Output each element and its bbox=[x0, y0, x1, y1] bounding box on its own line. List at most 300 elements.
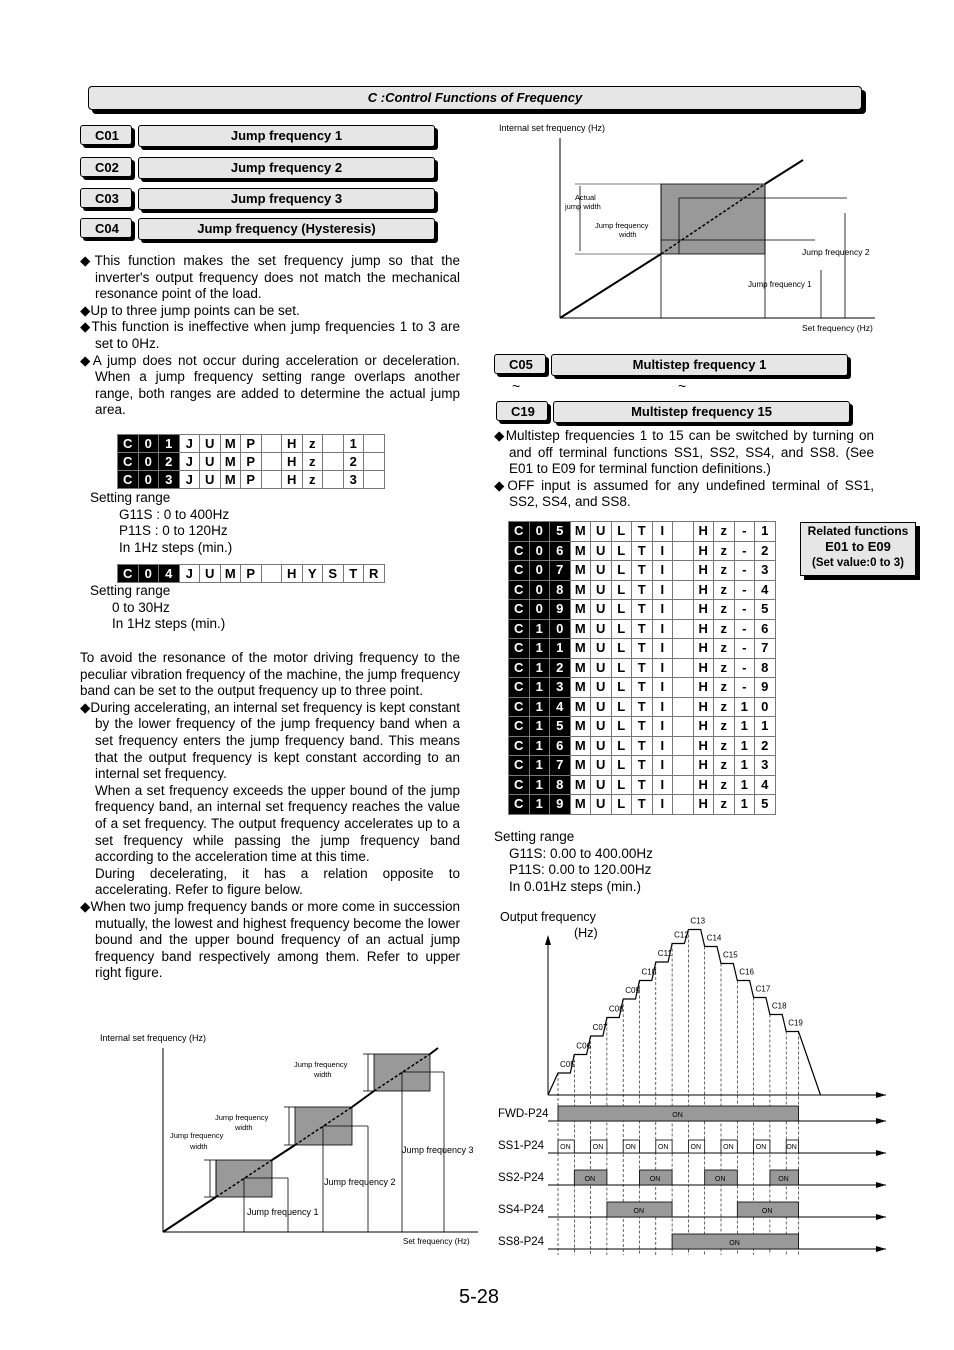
lcd-cell: L bbox=[611, 756, 632, 776]
lcd-cell: C bbox=[118, 435, 139, 453]
lcd-cell: Y bbox=[302, 565, 323, 583]
fig-top-xlabel: Set frequency (Hz) bbox=[802, 323, 873, 333]
lcd-cell: 3 bbox=[159, 471, 180, 489]
lcd-cell: 2 bbox=[755, 736, 776, 756]
range-tilde-left: ~ bbox=[512, 378, 521, 394]
lcd-cell: U bbox=[591, 541, 612, 561]
fig-bottom-ylabel: Internal set frequency (Hz) bbox=[100, 1033, 207, 1043]
signal-on-label: ON bbox=[778, 1176, 789, 1183]
lcd-cell: T bbox=[632, 619, 653, 639]
step-label: C14 bbox=[706, 933, 722, 943]
output-frequency-curve bbox=[548, 930, 821, 1096]
lcd-cell: M bbox=[570, 600, 591, 620]
lcd-cell: I bbox=[652, 678, 673, 698]
signal-on-label: ON bbox=[715, 1176, 726, 1183]
lcd-cell: C bbox=[509, 522, 530, 542]
lcd-cell bbox=[261, 453, 282, 471]
fig-top-jf1: Jump frequency 1 bbox=[748, 280, 812, 289]
lcd-cell: 1 bbox=[159, 435, 180, 453]
lcd-cell: C bbox=[509, 541, 530, 561]
lcd-cell: M bbox=[570, 580, 591, 600]
lcd-row bbox=[509, 561, 776, 581]
lcd-cell: T bbox=[632, 639, 653, 659]
lcd-cell: U bbox=[591, 639, 612, 659]
intro-bullet-4: ◆A jump does not occur during acceleration or deceleration. When a jump frequency setting range overlaps another range, both ranges are added to determine the actual jump area. bbox=[80, 352, 460, 418]
lcd-row bbox=[118, 471, 385, 489]
lcd-cell bbox=[673, 619, 694, 639]
lcd-cell: I bbox=[652, 717, 673, 737]
lcd-cell: 2 bbox=[550, 658, 571, 678]
lcd-cell: C bbox=[509, 580, 530, 600]
lcd-cell: 4 bbox=[755, 580, 776, 600]
lcd-cell: H bbox=[693, 600, 714, 620]
param-name-c05: Multistep frequency 1 bbox=[551, 354, 848, 376]
lcd-cell: 0 bbox=[529, 522, 550, 542]
body-paragraph-1: To avoid the resonance of the motor driving frequency to the peculiar vibration frequency of the machine, the jump frequency band can be set to the output frequency up to three point. bbox=[80, 650, 460, 699]
fig-bottom-jfw3-1: Jump frequency bbox=[294, 1060, 348, 1069]
lcd-cell: 0 bbox=[138, 565, 159, 583]
lcd-cell: - bbox=[734, 580, 755, 600]
step-label: C06 bbox=[576, 1041, 591, 1051]
fig-top-ylabel: Internal set frequency (Hz) bbox=[499, 123, 606, 133]
lcd-cell: C bbox=[509, 678, 530, 698]
fig-top-jfw-1: Jump frequency bbox=[595, 221, 649, 230]
lcd-cell: C bbox=[509, 561, 530, 581]
body-bullet-accel: ◆During accelerating, an internal set frequency is kept constant by the lower frequency of the jump frequency band when a set frequency enters the jump frequency band. This means that the output frequency is kept constant according to an internal set frequency. bbox=[80, 699, 460, 782]
lcd-cell: 4 bbox=[159, 565, 180, 583]
lcd-row bbox=[509, 775, 776, 795]
lcd-row bbox=[509, 717, 776, 737]
lcd-cell bbox=[261, 435, 282, 453]
signal-arrow bbox=[876, 1118, 886, 1124]
fig-top-jf2: Jump frequency 2 bbox=[802, 247, 870, 257]
range-value: 0 to 30Hz bbox=[112, 599, 170, 615]
related-range: E01 to E09 bbox=[825, 539, 891, 554]
lcd-cell: C bbox=[509, 619, 530, 639]
lcd-cell: 1 bbox=[734, 717, 755, 737]
lcd-cell: P bbox=[241, 435, 262, 453]
lcd-cell: H bbox=[693, 561, 714, 581]
param-name-c01: Jump frequency 1 bbox=[138, 125, 435, 147]
lcd-cell: 2 bbox=[755, 541, 776, 561]
lcd-cell: L bbox=[611, 736, 632, 756]
lcd-cell: M bbox=[570, 756, 591, 776]
lcd-row bbox=[509, 795, 776, 815]
lcd-cell: I bbox=[652, 561, 673, 581]
lcd-row bbox=[509, 697, 776, 717]
signal-on-label: ON bbox=[560, 1144, 571, 1151]
lcd-cell: J bbox=[179, 565, 200, 583]
lcd-row bbox=[509, 580, 776, 600]
lcd-cell: C bbox=[509, 600, 530, 620]
lcd-cell: 7 bbox=[550, 756, 571, 776]
lcd-row bbox=[509, 736, 776, 756]
lcd-cell: U bbox=[591, 736, 612, 756]
lcd-cell: 9 bbox=[755, 678, 776, 698]
lcd-cell: T bbox=[632, 697, 653, 717]
lcd-cell: U bbox=[200, 471, 221, 489]
lcd-cell: I bbox=[652, 639, 673, 659]
lcd-cell: 2 bbox=[159, 453, 180, 471]
lcd-cell bbox=[364, 471, 385, 489]
lcd-cell: 1 bbox=[529, 697, 550, 717]
lcd-cell: 6 bbox=[755, 619, 776, 639]
timing-ylabel-2: (Hz) bbox=[574, 926, 598, 940]
lcd-cell: H bbox=[693, 775, 714, 795]
lcd-cell: I bbox=[652, 697, 673, 717]
step-label: C17 bbox=[755, 984, 771, 994]
step-label: C09 bbox=[625, 986, 640, 995]
signal-on-label: ON bbox=[584, 1176, 596, 1183]
lcd-cell: 8 bbox=[755, 658, 776, 678]
lcd-cell: 1 bbox=[734, 775, 755, 795]
lcd-row bbox=[509, 522, 776, 542]
lcd-cell: 0 bbox=[138, 435, 159, 453]
lcd-cell: 0 bbox=[138, 453, 159, 471]
lcd-cell: 5 bbox=[755, 795, 776, 815]
lcd-cell: I bbox=[652, 795, 673, 815]
signal-arrow bbox=[876, 1150, 886, 1156]
lcd-cell bbox=[673, 756, 694, 776]
lcd-cell: 2 bbox=[343, 453, 364, 471]
lcd-cell bbox=[673, 522, 694, 542]
body-paragraph-upper-bound: When a set frequency exceeds the upper bound of the jump frequency band, an internal set frequency reaches the value of a set frequency. The output frequency accelerates up to a set frequency while passing the jump frequency band according to the acceleration time at this time. bbox=[95, 782, 460, 865]
lcd-cell: 4 bbox=[755, 775, 776, 795]
lcd-cell bbox=[323, 435, 344, 453]
lcd-cell: H bbox=[693, 795, 714, 815]
lcd-cell: M bbox=[570, 678, 591, 698]
lcd-cell: - bbox=[734, 600, 755, 620]
param-name-c02: Jump frequency 2 bbox=[138, 157, 435, 179]
setting-range-1 bbox=[90, 490, 232, 556]
intro-bullet-3: ◆This function is ineffective when jump frequencies 1 to 3 are set to 0Hz. bbox=[80, 319, 460, 351]
lcd-cell: I bbox=[652, 522, 673, 542]
lcd-cell: I bbox=[652, 600, 673, 620]
lcd-cell: - bbox=[734, 639, 755, 659]
lcd-cell: 5 bbox=[550, 522, 571, 542]
lcd-cell: 1 bbox=[529, 658, 550, 678]
lcd-cell: H bbox=[282, 453, 303, 471]
lcd-cell: H bbox=[693, 697, 714, 717]
page-number: 5-28 bbox=[459, 1286, 500, 1308]
lcd-cell: H bbox=[693, 717, 714, 737]
lcd-row bbox=[118, 453, 385, 471]
fig-bottom-jfw1-1: Jump frequency bbox=[170, 1131, 224, 1140]
lcd-cell: C bbox=[509, 736, 530, 756]
lcd-cell: R bbox=[364, 565, 385, 583]
lcd-cell: L bbox=[611, 561, 632, 581]
lcd-cell: z bbox=[714, 697, 735, 717]
signal-label: SS2-P24 bbox=[498, 1172, 545, 1184]
lcd-row bbox=[118, 565, 385, 583]
lcd-cell: M bbox=[570, 717, 591, 737]
lcd-cell bbox=[673, 561, 694, 581]
lcd-cell bbox=[673, 795, 694, 815]
lcd-cell: 1 bbox=[529, 775, 550, 795]
lcd-cell: 1 bbox=[755, 522, 776, 542]
lcd-cell: L bbox=[611, 678, 632, 698]
signal-label: SS4-P24 bbox=[498, 1204, 545, 1216]
lcd-cell: H bbox=[282, 435, 303, 453]
lcd-cell: T bbox=[632, 678, 653, 698]
signal-arrow bbox=[876, 1246, 886, 1252]
signal-label: SS1-P24 bbox=[498, 1140, 545, 1152]
param-code-c05: C05 bbox=[494, 354, 546, 374]
lcd-cell: H bbox=[693, 619, 714, 639]
lcd-cell: M bbox=[570, 775, 591, 795]
lcd-cell: 1 bbox=[755, 717, 776, 737]
param-code-c02: C02 bbox=[80, 157, 132, 177]
body-paragraph-decel: During decelerating, it has a relation opposite to accelerating. Refer to figure below. bbox=[95, 865, 460, 898]
lcd-cell: 1 bbox=[529, 736, 550, 756]
lcd-cell: M bbox=[220, 435, 241, 453]
range-p11s: P11S : 0 to 120Hz bbox=[119, 523, 228, 539]
step-label: C16 bbox=[739, 967, 754, 977]
lcd-cell: C bbox=[509, 717, 530, 737]
lcd-cell: T bbox=[632, 775, 653, 795]
intro-text bbox=[80, 253, 460, 419]
lcd-cell: T bbox=[632, 736, 653, 756]
lcd-row bbox=[118, 435, 385, 453]
lcd-cell: z bbox=[714, 658, 735, 678]
lcd-cell: z bbox=[714, 678, 735, 698]
multistep-bullet-1: ◆Multistep frequencies 1 to 15 can be switched by turning on and off terminal functions SS1, SS2, SS4, and SS8. (See E01 to E09 for terminal function definitions.) bbox=[494, 428, 874, 477]
multistep-bullet-2: ◆OFF input is assumed for any undefined terminal of SS1, SS2, SS4, and SS8. bbox=[494, 477, 874, 510]
lcd-cell: L bbox=[611, 795, 632, 815]
lcd-cell bbox=[673, 541, 694, 561]
lcd-cell: 7 bbox=[755, 639, 776, 659]
lcd-cell bbox=[673, 775, 694, 795]
fig-top-jfw-2: width bbox=[619, 230, 637, 239]
lcd-row bbox=[509, 600, 776, 620]
lcd-cell: 1 bbox=[734, 697, 755, 717]
lcd-cell: U bbox=[200, 565, 221, 583]
range-steps: In 0.01Hz steps (min.) bbox=[509, 878, 642, 894]
lcd-cell: - bbox=[734, 678, 755, 698]
lcd-cell: M bbox=[220, 453, 241, 471]
lcd-cell: M bbox=[570, 561, 591, 581]
lcd-cell: C bbox=[509, 775, 530, 795]
lcd-cell: U bbox=[591, 580, 612, 600]
lcd-cell: 1 bbox=[734, 795, 755, 815]
step-label: C15 bbox=[723, 950, 738, 960]
lcd-cell: T bbox=[632, 580, 653, 600]
param-name-c03: Jump frequency 3 bbox=[138, 188, 435, 210]
lcd-cell: 9 bbox=[550, 795, 571, 815]
lcd-cell: H bbox=[693, 639, 714, 659]
lcd-cell: I bbox=[652, 580, 673, 600]
lcd-cell: M bbox=[570, 697, 591, 717]
fig-top-actual-1: Actual bbox=[575, 193, 596, 202]
lcd-cell: 1 bbox=[529, 756, 550, 776]
related-functions-box bbox=[800, 522, 916, 576]
signal-on-label: ON bbox=[786, 1144, 797, 1151]
lcd-cell: H bbox=[693, 541, 714, 561]
signal-arrow bbox=[876, 1182, 886, 1188]
lcd-cell: 7 bbox=[550, 561, 571, 581]
lcd-cell: T bbox=[632, 756, 653, 776]
figure-multistep-timing bbox=[494, 905, 894, 1265]
lcd-cell: U bbox=[591, 756, 612, 776]
lcd-row bbox=[509, 619, 776, 639]
lcd-cell: z bbox=[714, 775, 735, 795]
lcd-cell: H bbox=[282, 565, 303, 583]
lcd-cell: T bbox=[632, 600, 653, 620]
lcd-cell: 8 bbox=[550, 775, 571, 795]
lcd-cell: 6 bbox=[550, 736, 571, 756]
lcd-cell: T bbox=[632, 561, 653, 581]
lcd-cell: L bbox=[611, 639, 632, 659]
figure-jump-frequency bbox=[98, 1030, 490, 1250]
setting-range-2 bbox=[90, 583, 225, 633]
lcd-cell: 1 bbox=[529, 717, 550, 737]
lcd-cell: P bbox=[241, 471, 262, 489]
lcd-cell: 0 bbox=[550, 619, 571, 639]
fig-bottom-jfw2-2: width bbox=[235, 1123, 253, 1132]
lcd-cell: 0 bbox=[755, 697, 776, 717]
param-code-c01: C01 bbox=[80, 125, 132, 145]
lcd-cell: z bbox=[302, 435, 323, 453]
lcd-cell: - bbox=[734, 658, 755, 678]
lcd-cell: U bbox=[591, 600, 612, 620]
lcd-cell: 1 bbox=[734, 756, 755, 776]
lcd-cell: 9 bbox=[550, 600, 571, 620]
lcd-cell: M bbox=[220, 565, 241, 583]
lcd-cell: M bbox=[570, 541, 591, 561]
range-steps: In 1Hz steps (min.) bbox=[119, 539, 233, 555]
lcd-cell: 0 bbox=[138, 471, 159, 489]
lcd-cell: C bbox=[509, 756, 530, 776]
lcd-cell: U bbox=[200, 453, 221, 471]
signal-on-label: ON bbox=[657, 1144, 669, 1151]
setting-range-label: Setting range bbox=[90, 583, 171, 598]
param-name-c19: Multistep frequency 15 bbox=[553, 401, 850, 423]
lcd-cell: 1 bbox=[529, 678, 550, 698]
lcd-cell: z bbox=[714, 736, 735, 756]
signal-on-label: ON bbox=[592, 1144, 604, 1151]
intro-bullet-1: ◆This function makes the set frequency jump so that the inverter's output frequency does not match the mechanical resonance point of the load. bbox=[80, 253, 460, 302]
timing-x-arrow bbox=[876, 1092, 886, 1098]
lcd-cell bbox=[673, 639, 694, 659]
lcd-cell: H bbox=[693, 580, 714, 600]
param-code-c04: C04 bbox=[80, 218, 132, 238]
lcd-cell: 1 bbox=[529, 639, 550, 659]
lcd-cell: H bbox=[693, 678, 714, 698]
signal-on-label: ON bbox=[649, 1176, 661, 1183]
lcd-cell bbox=[261, 565, 282, 583]
lcd-cell: M bbox=[570, 658, 591, 678]
lcd-cell: L bbox=[611, 522, 632, 542]
lcd-cell: L bbox=[611, 717, 632, 737]
setting-range-label: Setting range bbox=[494, 829, 575, 844]
lcd-cell: z bbox=[714, 619, 735, 639]
fig-bottom-jfw2-1: Jump frequency bbox=[215, 1113, 269, 1122]
range-p11s: P11S: 0.00 to 120.00Hz bbox=[509, 862, 652, 878]
lcd-cell: z bbox=[714, 600, 735, 620]
fig-bottom-jfw3-2: width bbox=[314, 1070, 332, 1079]
lcd-cell bbox=[261, 471, 282, 489]
lcd-cell: L bbox=[611, 697, 632, 717]
lcd-cell: L bbox=[611, 658, 632, 678]
lcd-cell: M bbox=[570, 736, 591, 756]
lcd-cell: H bbox=[282, 471, 303, 489]
lcd-cell: J bbox=[179, 435, 200, 453]
lcd-cell: L bbox=[611, 619, 632, 639]
step-label: C08 bbox=[608, 1004, 624, 1014]
lcd-cell: z bbox=[714, 522, 735, 542]
lcd-cell: - bbox=[734, 541, 755, 561]
signal-on-label: ON bbox=[690, 1144, 702, 1151]
lcd-cell: z bbox=[714, 580, 735, 600]
signal-on-label: ON bbox=[633, 1208, 644, 1215]
lcd-cell: 0 bbox=[529, 541, 550, 561]
lcd-cell: M bbox=[570, 639, 591, 659]
lcd-cell bbox=[364, 435, 385, 453]
lcd-cell: 0 bbox=[529, 580, 550, 600]
lcd-cell bbox=[323, 453, 344, 471]
lcd-cell: 5 bbox=[550, 717, 571, 737]
lcd-cell: P bbox=[241, 453, 262, 471]
step-label: C12 bbox=[674, 930, 689, 940]
lcd-cell: U bbox=[591, 658, 612, 678]
lcd-cell: U bbox=[591, 795, 612, 815]
fig-bottom-jf1: Jump frequency 1 bbox=[247, 1207, 319, 1217]
lcd-cell: T bbox=[632, 541, 653, 561]
lcd-cell: - bbox=[734, 522, 755, 542]
lcd-cell: C bbox=[509, 795, 530, 815]
param-code-c03: C03 bbox=[80, 188, 132, 208]
param-code-c19: C19 bbox=[496, 401, 548, 421]
lcd-cell: 6 bbox=[550, 541, 571, 561]
lcd-cell: L bbox=[611, 580, 632, 600]
fig-bottom-xlabel: Set frequency (Hz) bbox=[403, 1237, 470, 1246]
setting-range-label: Setting range bbox=[90, 490, 171, 505]
step-label: C19 bbox=[788, 1018, 803, 1028]
lcd-cell: 5 bbox=[755, 600, 776, 620]
lcd-cell: J bbox=[179, 453, 200, 471]
signal-arrow bbox=[876, 1214, 886, 1220]
range-steps: In 1Hz steps (min.) bbox=[112, 616, 226, 632]
lcd-cell: U bbox=[591, 561, 612, 581]
signal-on-label: ON bbox=[729, 1240, 740, 1247]
lcd-cell: U bbox=[200, 435, 221, 453]
lcd-cell bbox=[673, 697, 694, 717]
lcd-cell: U bbox=[591, 619, 612, 639]
lcd-cell: T bbox=[632, 658, 653, 678]
lcd-row bbox=[509, 639, 776, 659]
lcd-cell: C bbox=[118, 565, 139, 583]
lcd-row bbox=[509, 658, 776, 678]
lcd-display-jump bbox=[117, 434, 385, 489]
lcd-cell: H bbox=[693, 736, 714, 756]
lcd-cell: C bbox=[118, 471, 139, 489]
range-g11s: G11S : 0 to 400Hz bbox=[119, 506, 230, 522]
body-bullet-succession: ◆When two jump frequency bands or more come in succession mutually, the lowest and highest frequency become the lower bound and the upper bound frequency of an actual jump frequency band respectively among them. Refer to upper right figure. bbox=[80, 898, 460, 981]
fig-bottom-jf2: Jump frequency 2 bbox=[324, 1177, 396, 1187]
lcd-cell: 1 bbox=[343, 435, 364, 453]
step-label: C07 bbox=[592, 1023, 608, 1032]
lcd-cell: 3 bbox=[550, 678, 571, 698]
lcd-cell: H bbox=[693, 658, 714, 678]
lcd-cell: C bbox=[509, 639, 530, 659]
lcd-cell: 1 bbox=[529, 619, 550, 639]
multistep-text bbox=[494, 428, 874, 511]
lcd-cell: z bbox=[714, 756, 735, 776]
setting-range-3 bbox=[494, 829, 653, 895]
lcd-cell: U bbox=[591, 717, 612, 737]
lcd-cell bbox=[673, 678, 694, 698]
lcd-cell: I bbox=[652, 658, 673, 678]
